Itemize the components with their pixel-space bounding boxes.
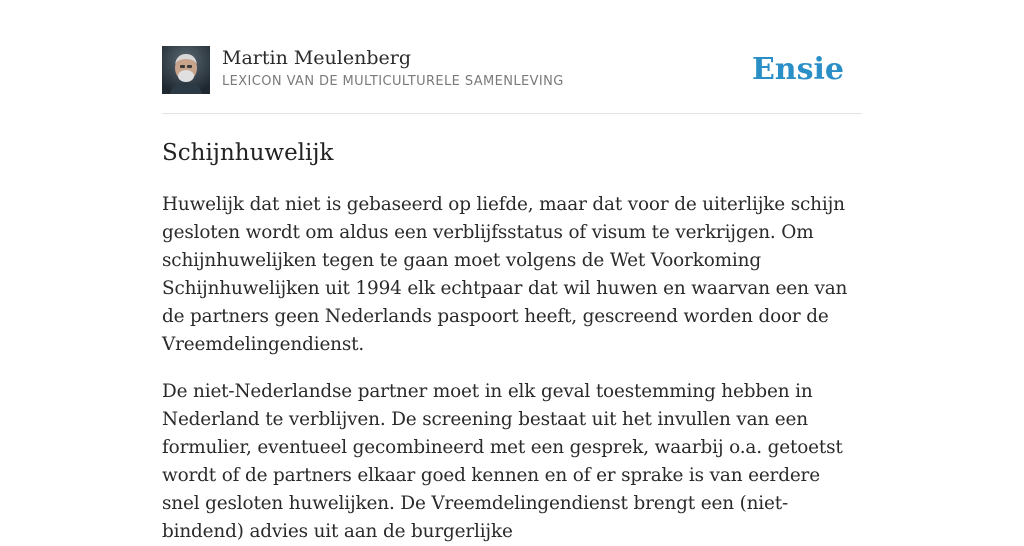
author-header bbox=[162, 46, 862, 114]
avatar[interactable] bbox=[162, 46, 210, 94]
content-card bbox=[162, 46, 862, 546]
source-label[interactable]: LEXICON VAN DE MULTICULTURELE SAMENLEVING bbox=[222, 74, 564, 89]
author-block bbox=[222, 46, 564, 89]
author-name[interactable]: Martin Meulenberg bbox=[222, 47, 411, 69]
avatar-photo bbox=[162, 46, 210, 94]
article-paragraph-1: Huwelijk dat niet is gebaseerd op liefde, maar dat voor de uiterlijke schijn gesloten wordt om aldus een verblijfsstatus of visum te verkrijgen. Om schijnhuwelijken tegen te gaan moet volgens de Wet Voorkoming Schijnhuwelijken uit 1994 elk echtpaar dat wil huwen en waarvan een van de partners geen Nederlands paspoort heeft, gescreend worden door de Vreemdelingendienst. bbox=[162, 194, 848, 355]
ensie-logo[interactable]: Ensie bbox=[751, 52, 844, 87]
article-paragraph-2: De niet-Nederlandse partner moet in elk geval toestemming hebben in Nederland te verblijven. De screening bestaat uit het invullen van een formulier, eventueel gecombineerd met een gesprek, waarbij o.a. getoetst wordt of de partners elkaar goed kennen en of er sprake is van eerdere snel gesloten huwelijken. De Vreemdelingendienst brengt een (niet-bindend) advies uit aan de burgerlijke bbox=[162, 381, 843, 542]
page-title: Schijnhuwelijk bbox=[162, 140, 334, 166]
